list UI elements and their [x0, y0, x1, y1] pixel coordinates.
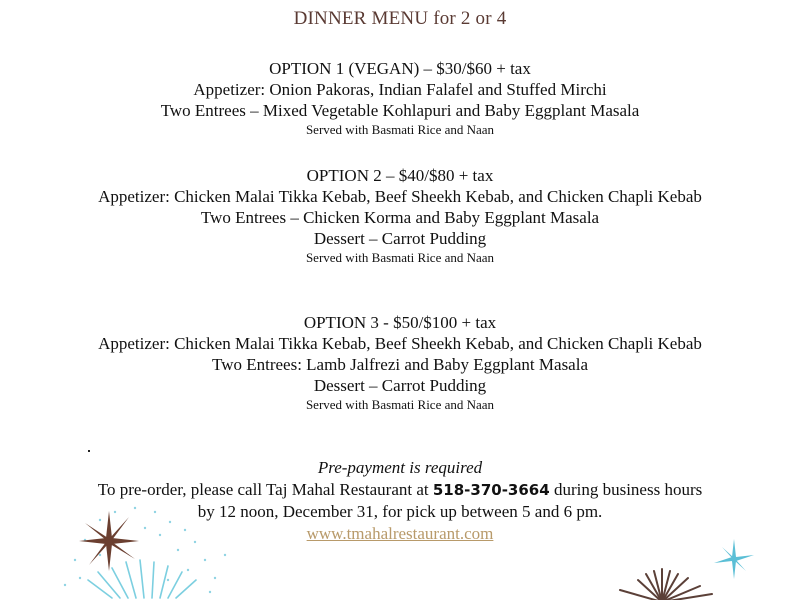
option-appetizer: Appetizer: Chicken Malai Tikka Kebab, Beef Sheekh Kebab, and Chicken Chapli Kebab	[98, 334, 702, 353]
brown-burst-icon	[600, 568, 730, 600]
option-appetizer: Appetizer: Onion Pakoras, Indian Falafel and Stuffed Mirchi	[193, 80, 607, 99]
option-entrees: Two Entrees: Lamb Jalfrezi and Baby Eggplant Masala	[212, 355, 588, 374]
menu-option-1	[0, 58, 800, 139]
option-heading: OPTION 3 - $50/$100 + tax	[303, 313, 497, 332]
prepayment-note: Pre-payment is required	[317, 458, 483, 477]
option-heading: OPTION 1 (VEGAN) – $30/$60 + tax	[269, 59, 531, 78]
option-heading: OPTION 2 – $40/$80 + tax	[306, 166, 494, 185]
menu-option-2	[0, 165, 800, 267]
option-served-with: Served with Basmati Rice and Naan	[305, 250, 495, 265]
order-suffix: during business hours	[549, 480, 703, 499]
option-dessert: Dessert – Carrot Pudding	[313, 376, 487, 395]
option-entrees: Two Entrees – Mixed Vegetable Kohlapuri and Baby Eggplant Masala	[160, 101, 640, 120]
order-deadline: by 12 noon, December 31, for pick up between 5 and 6 pm.	[197, 502, 603, 521]
website-link[interactable]: www.tmahalrestaurant.com	[306, 524, 494, 543]
phone-number[interactable]: 518-370-3664	[432, 481, 550, 499]
order-instructions	[0, 479, 800, 501]
option-entrees: Two Entrees – Chicken Korma and Baby Eggplant Masala	[200, 208, 600, 227]
option-served-with: Served with Basmati Rice and Naan	[305, 122, 495, 137]
stray-dot	[88, 450, 90, 452]
option-appetizer: Appetizer: Chicken Malai Tikka Kebab, Beef Sheekh Kebab, and Chicken Chapli Kebab	[98, 187, 702, 206]
order-prefix: To pre-order, please call Taj Mahal Restaurant at	[97, 480, 433, 499]
option-dessert: Dessert – Carrot Pudding	[313, 229, 487, 248]
option-served-with: Served with Basmati Rice and Naan	[305, 397, 495, 412]
page-title: DINNER MENU for 2 or 4	[293, 8, 507, 29]
menu-option-3	[0, 312, 800, 414]
order-info	[0, 457, 800, 545]
